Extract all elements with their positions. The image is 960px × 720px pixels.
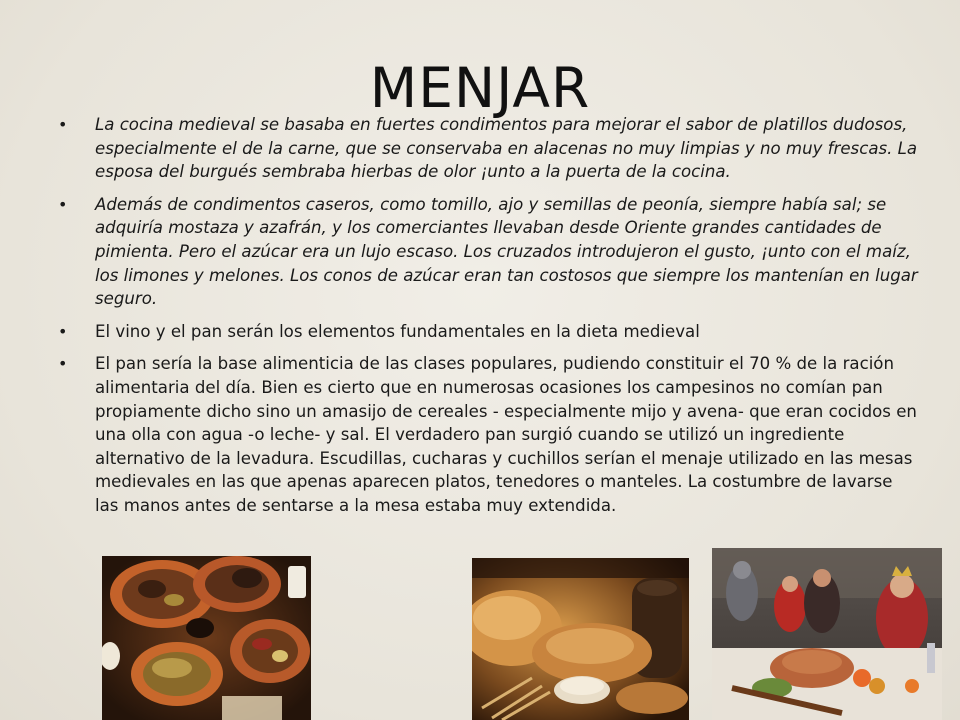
bullet-text: El pan sería la base alimenticia de las clases populares, pudiendo constituir el 70 % de la ración alimentaria del día. Bien es cierto que en numerosas ocasiones los campesinos no comían pan propiamente dicho sino un amasijo de cereales - especialmente mijo y avena- que eran cocidos en una olla con agua -o leche- y sal. El verdadero pan surgió cuando se utilizó un ingrediente alternativo de la levadura. Escudillas, cucharas y cuchillos serían el menaje utilizado en las mesas medievales en las que apenas aparecen platos, tenedores o manteles. La costumbre de lavarse las manos antes de sentarse a la mesa estaba muy extendida. [95, 354, 917, 515]
bullet-marker: • [58, 194, 68, 214]
bullet-marker: • [58, 321, 68, 341]
bullet-text: El vino y el pan serán los elementos fundamentales en la dieta medieval [95, 321, 700, 341]
bullet-text: Además de condimentos caseros, como tomillo, ajo y semillas de peonía, siempre había sal; se adquiría mostaza y azafrán, y los comerciantes llevaban desde Oriente grandes cantidades de pimienta. Pero el azúcar era un lujo escaso. Los cruzados introdujeron el gusto, ¡unto con el maíz, los limones y melones. Los conos de azúcar eran tan costosos que siempre los mantenían en lugar seguro. [95, 194, 918, 309]
slide-title: MENJAR [369, 56, 591, 120]
bread-loaves-photo [472, 558, 689, 720]
bullet-item [58, 320, 918, 344]
bullet-marker: • [58, 115, 68, 134]
bullet-marker: • [58, 354, 68, 374]
bullet-text: La cocina medieval se basaba en fuertes condimentos para mejorar el sabor de platillos dudosos, especialmente el de la carne, que se conservaba en alacenas no muy limpias y no muy frescas. La esposa del burgués sembraba hierbas de olor ¡unto a la puerta de la cocina. [95, 115, 918, 182]
bullet-item [58, 193, 918, 311]
medieval-banquet-scene-photo [712, 548, 942, 720]
bullet-list [58, 113, 918, 527]
bullet-item [58, 352, 918, 517]
medieval-food-plates-photo [102, 556, 311, 720]
bullet-item [58, 113, 918, 184]
